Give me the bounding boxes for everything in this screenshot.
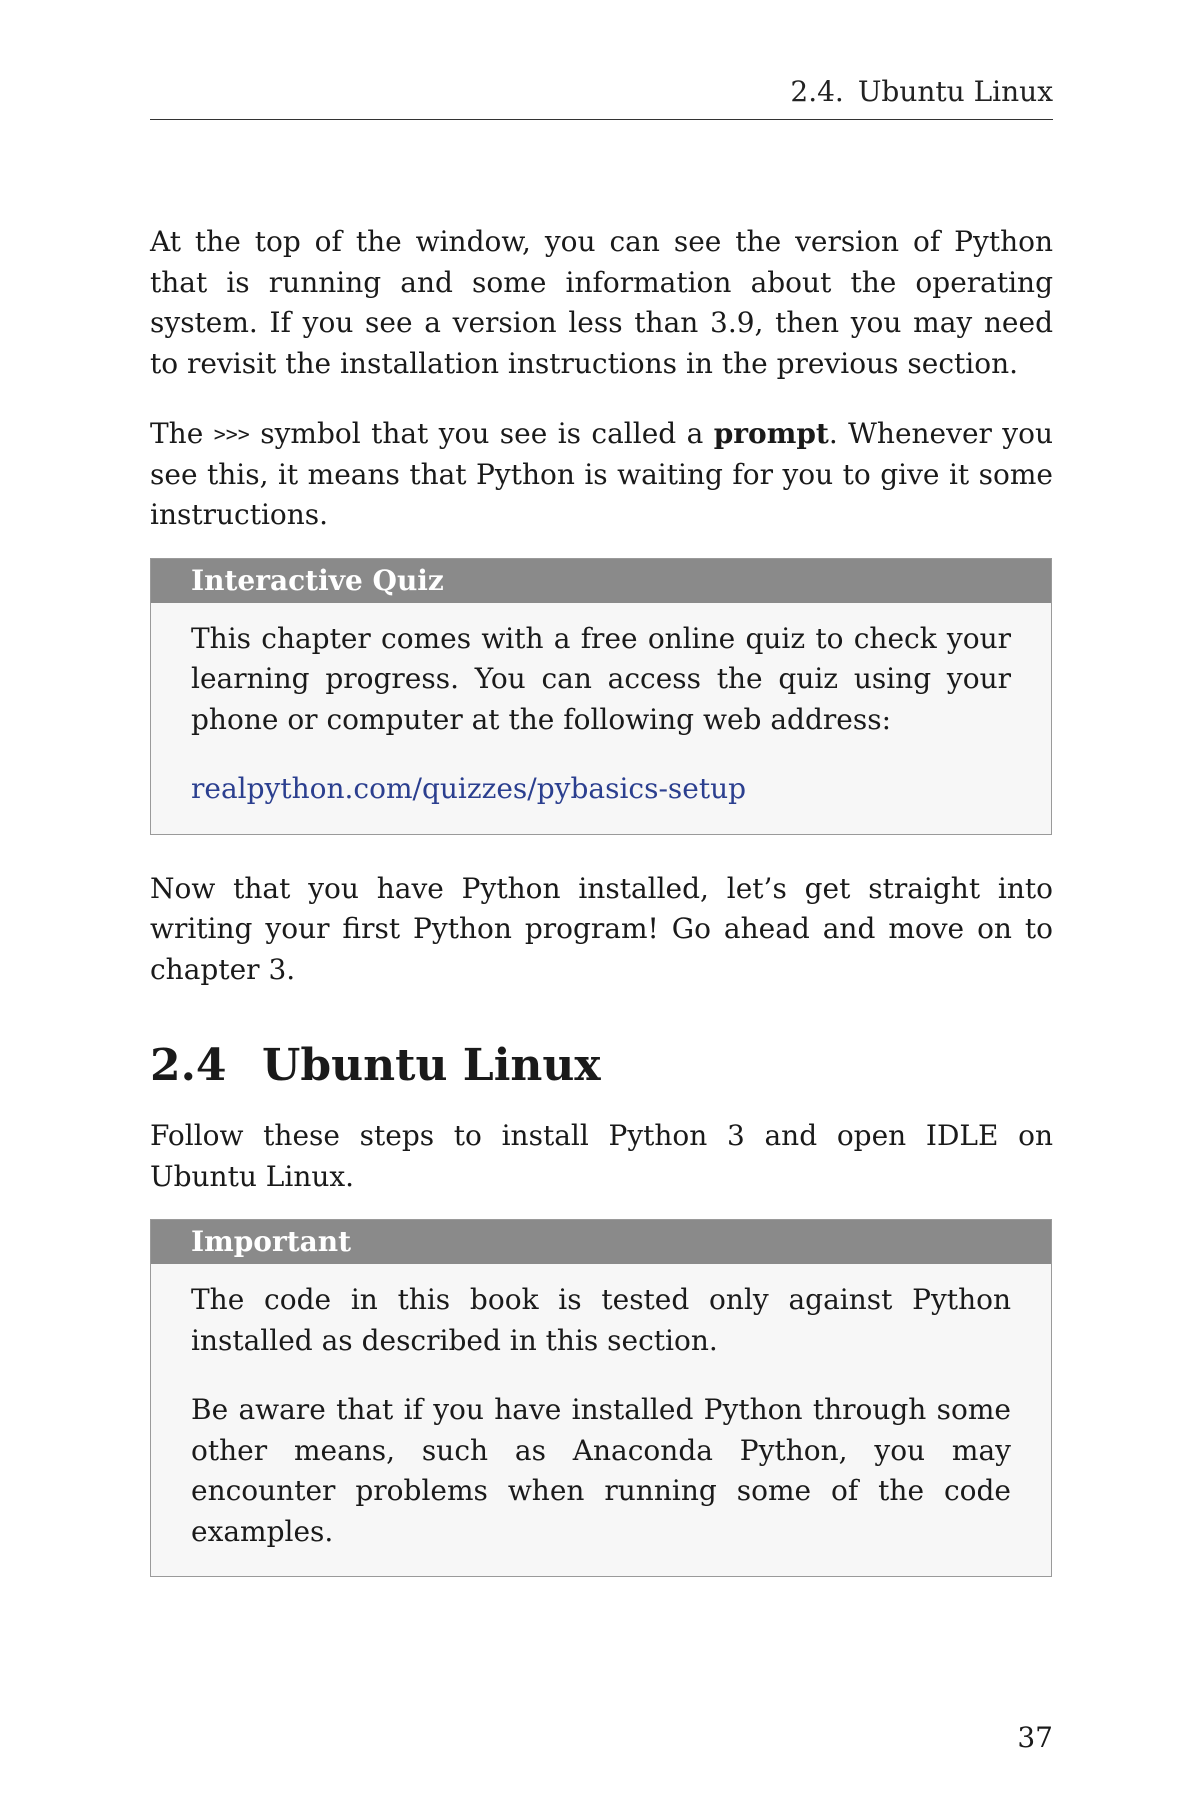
running-header [790,75,1053,108]
quiz-box-text: This chapter comes with a free online quiz to check your learning progress. You can access the quiz using your phone or computer at the following web address: [191,621,1011,736]
prompt-text-before: The [150,417,214,450]
quiz-link[interactable]: realpython.com/quizzes/pybasics-setup [191,772,747,805]
paragraph-follow-steps: Follow these steps to install Python 3 and open IDLE on Ubuntu Linux. [150,1119,1053,1193]
quiz-box-body [151,603,1051,834]
book-page [150,0,1053,1800]
important-box-body [151,1264,1051,1576]
paragraph-python-version: At the top of the window, you can see the version of Python that is running and some information about the operating system. If you see a version less than 3.9, then you may need to revisit the installation instructions in the previous section. [150,225,1053,380]
interactive-quiz-box [150,558,1052,835]
page-content [150,222,1053,1577]
prompt-text-after: . Whenever you see this, it means that Python is waiting for you to give it some instructions. [150,417,1053,531]
important-text-tested: The code in this book is tested only against Python installed as described in this section. [191,1283,1011,1357]
section-heading [150,1040,1053,1091]
header-rule [150,119,1053,120]
page-number: 37 [1017,1721,1053,1754]
running-header-title: Ubuntu Linux [857,75,1053,108]
quiz-box-title: Interactive Quiz [151,559,1051,603]
paragraph-next-steps: Now that you have Python installed, let’s get straight into writing your first Python program! Go ahead and move on to chapter 3. [150,871,1053,986]
prompt-term: prompt [713,417,829,450]
section-heading-number: 2.4 [150,1040,227,1091]
important-text-anaconda: Be aware that if you have installed Python through some other means, such as Anaconda Python, you may encounter problems when running some of the code examples. [191,1393,1011,1548]
paragraph-prompt [150,414,1053,536]
running-header-number: 2.4. [790,75,844,108]
prompt-text-middle: symbol that you see is called a [249,417,714,450]
section-heading-title: Ubuntu Linux [262,1040,601,1091]
important-box [150,1219,1052,1577]
prompt-symbol-code: >>> [213,422,250,446]
important-box-title: Important [151,1220,1051,1264]
